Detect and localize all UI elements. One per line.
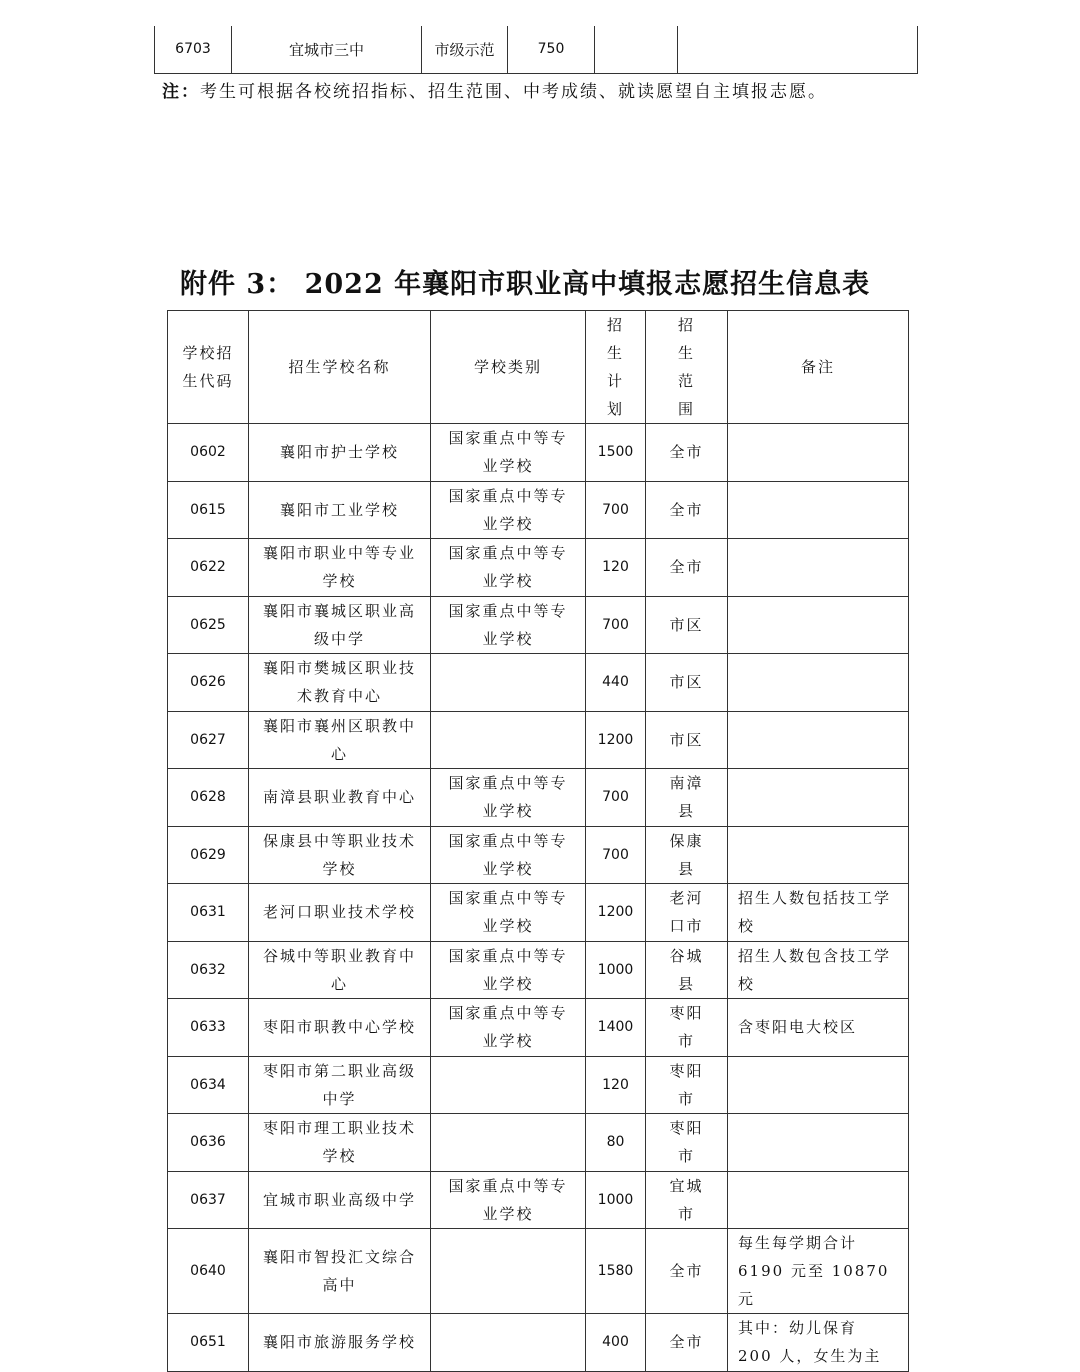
school-code-cell: 0640 (168, 1229, 249, 1314)
remarks-cell (728, 1114, 909, 1172)
remarks-cell (678, 26, 918, 73)
remarks-cell (728, 596, 909, 654)
table-row (168, 1114, 909, 1172)
enrollment-scope-cell: 全市 (646, 1314, 728, 1372)
school-name-cell: 襄阳市职业中等专业学校 (249, 539, 431, 597)
enrollment-info-table (167, 310, 909, 1372)
table-row (168, 884, 909, 942)
header-scope: 招生范围 (646, 311, 728, 424)
enrollment-scope-cell: 保康县 (646, 826, 728, 884)
remarks-cell (728, 826, 909, 884)
school-code-cell: 0637 (168, 1171, 249, 1229)
school-name-cell: 襄阳市智投汇文综合高中 (249, 1229, 431, 1314)
school-type-cell (431, 711, 586, 769)
school-code-cell: 6703 (155, 26, 232, 73)
school-name-cell: 南漳县职业教育中心 (249, 769, 431, 827)
school-type-cell: 国家重点中等专业学校 (431, 481, 586, 539)
header-type: 学校类别 (431, 311, 586, 424)
school-type-cell: 国家重点中等专业学校 (431, 1171, 586, 1229)
remarks-cell (728, 424, 909, 482)
school-name-cell: 襄阳市护士学校 (249, 424, 431, 482)
enrollment-plan-cell: 400 (586, 1314, 646, 1372)
enrollment-plan-cell: 700 (586, 596, 646, 654)
enrollment-scope-cell: 谷城县 (646, 941, 728, 999)
school-code-cell: 0626 (168, 654, 249, 712)
school-name-cell: 襄阳市樊城区职业技术教育中心 (249, 654, 431, 712)
school-type-cell (431, 1229, 586, 1314)
enrollment-plan-cell: 700 (586, 826, 646, 884)
remarks-cell (728, 539, 909, 597)
table-row (168, 769, 909, 827)
enrollment-plan-cell: 1000 (586, 941, 646, 999)
enrollment-scope-cell: 南漳县 (646, 769, 728, 827)
table-row (155, 26, 918, 73)
school-code-cell: 0627 (168, 711, 249, 769)
school-code-cell: 0602 (168, 424, 249, 482)
school-name-cell: 保康县中等职业技术学校 (249, 826, 431, 884)
school-name-cell: 老河口职业技术学校 (249, 884, 431, 942)
enrollment-plan-cell: 120 (586, 539, 646, 597)
enrollment-plan-cell: 1000 (586, 1171, 646, 1229)
remarks-cell (728, 1171, 909, 1229)
table-row (168, 1056, 909, 1114)
header-name: 招生学校名称 (249, 311, 431, 424)
school-type-cell: 国家重点中等专业学校 (431, 826, 586, 884)
table-row (168, 941, 909, 999)
school-name-cell: 谷城中等职业教育中心 (249, 941, 431, 999)
table-header-row (168, 311, 909, 424)
enrollment-plan-cell: 1580 (586, 1229, 646, 1314)
remarks-cell: 招生人数包括技工学校 (728, 884, 909, 942)
school-type-cell: 市级示范 (422, 26, 508, 73)
table-row (168, 1229, 909, 1314)
school-type-cell (431, 1314, 586, 1372)
school-name-cell: 宜城市职业高级中学 (249, 1171, 431, 1229)
header-code: 学校招生代码 (168, 311, 249, 424)
enrollment-plan-cell: 700 (586, 481, 646, 539)
remarks-cell: 其中：幼儿保育 200 人，女生为主 (728, 1314, 909, 1372)
school-type-cell: 国家重点中等专业学校 (431, 539, 586, 597)
enrollment-plan-cell: 440 (586, 654, 646, 712)
enrollment-scope-cell: 市区 (646, 711, 728, 769)
remarks-cell (728, 481, 909, 539)
school-code-cell: 0629 (168, 826, 249, 884)
school-name-cell: 襄阳市旅游服务学校 (249, 1314, 431, 1372)
enrollment-plan-cell: 1500 (586, 424, 646, 482)
header-plan: 招生计划 (586, 311, 646, 424)
enrollment-scope-cell: 全市 (646, 424, 728, 482)
school-type-cell: 国家重点中等专业学校 (431, 884, 586, 942)
enrollment-plan-cell: 1200 (586, 884, 646, 942)
enrollment-scope-cell: 枣阳市 (646, 1056, 728, 1114)
remarks-cell (728, 1056, 909, 1114)
school-code-cell: 0632 (168, 941, 249, 999)
table-row (168, 999, 909, 1057)
school-type-cell: 国家重点中等专业学校 (431, 769, 586, 827)
school-code-cell: 0651 (168, 1314, 249, 1372)
school-type-cell: 国家重点中等专业学校 (431, 424, 586, 482)
school-code-cell: 0625 (168, 596, 249, 654)
enrollment-scope-cell: 宜城市 (646, 1171, 728, 1229)
school-name-cell: 枣阳市职教中心学校 (249, 999, 431, 1057)
remarks-cell (728, 654, 909, 712)
enrollment-plan-cell: 120 (586, 1056, 646, 1114)
footnote (162, 77, 827, 102)
school-code-cell: 0622 (168, 539, 249, 597)
school-code-cell: 0636 (168, 1114, 249, 1172)
footnote-lead: 注： (162, 82, 200, 102)
school-type-cell: 国家重点中等专业学校 (431, 941, 586, 999)
previous-table-fragment (154, 26, 918, 74)
enrollment-scope-cell: 市区 (646, 654, 728, 712)
enrollment-scope-cell: 全市 (646, 539, 728, 597)
school-code-cell: 0631 (168, 884, 249, 942)
school-code-cell: 0634 (168, 1056, 249, 1114)
enrollment-scope-cell: 市区 (646, 596, 728, 654)
enrollment-plan-cell: 750 (508, 26, 595, 73)
enrollment-plan-cell: 1400 (586, 999, 646, 1057)
page-title: 附件 3： 2022 年襄阳市职业高中填报志愿招生信息表 (180, 269, 871, 300)
remarks-cell: 招生人数包含技工学校 (728, 941, 909, 999)
enrollment-scope-cell: 全市 (646, 1229, 728, 1314)
table-row (168, 539, 909, 597)
remarks-cell (728, 769, 909, 827)
school-name-cell: 襄阳市工业学校 (249, 481, 431, 539)
school-name-cell: 襄阳市襄州区职教中心 (249, 711, 431, 769)
footnote-text: 考生可根据各校统招指标、招生范围、中考成绩、就读愿望自主填报志愿。 (200, 82, 827, 102)
table-row (168, 826, 909, 884)
table-row (168, 1314, 909, 1372)
enrollment-plan-cell: 1200 (586, 711, 646, 769)
school-name-cell: 宜城市三中 (232, 26, 422, 73)
enrollment-plan-cell: 700 (586, 769, 646, 827)
enrollment-scope-cell: 全市 (646, 481, 728, 539)
table-row (168, 711, 909, 769)
enrollment-scope-cell: 枣阳市 (646, 1114, 728, 1172)
enrollment-scope-cell (595, 26, 678, 73)
school-name-cell: 枣阳市理工职业技术学校 (249, 1114, 431, 1172)
school-name-cell: 枣阳市第二职业高级中学 (249, 1056, 431, 1114)
remarks-cell (728, 711, 909, 769)
table-row (168, 481, 909, 539)
school-type-cell: 国家重点中等专业学校 (431, 596, 586, 654)
school-type-cell (431, 654, 586, 712)
table-row (168, 1171, 909, 1229)
enrollment-scope-cell: 老河口市 (646, 884, 728, 942)
remarks-cell: 每生每学期合计 6190 元至 10870 元 (728, 1229, 909, 1314)
table-row (168, 596, 909, 654)
school-type-cell: 国家重点中等专业学校 (431, 999, 586, 1057)
remarks-cell: 含枣阳电大校区 (728, 999, 909, 1057)
table-row (168, 424, 909, 482)
enrollment-plan-cell: 80 (586, 1114, 646, 1172)
school-code-cell: 0633 (168, 999, 249, 1057)
school-type-cell (431, 1114, 586, 1172)
school-type-cell (431, 1056, 586, 1114)
school-name-cell: 襄阳市襄城区职业高级中学 (249, 596, 431, 654)
enrollment-scope-cell: 枣阳市 (646, 999, 728, 1057)
header-note: 备注 (728, 311, 909, 424)
table-row (168, 654, 909, 712)
school-code-cell: 0628 (168, 769, 249, 827)
school-code-cell: 0615 (168, 481, 249, 539)
